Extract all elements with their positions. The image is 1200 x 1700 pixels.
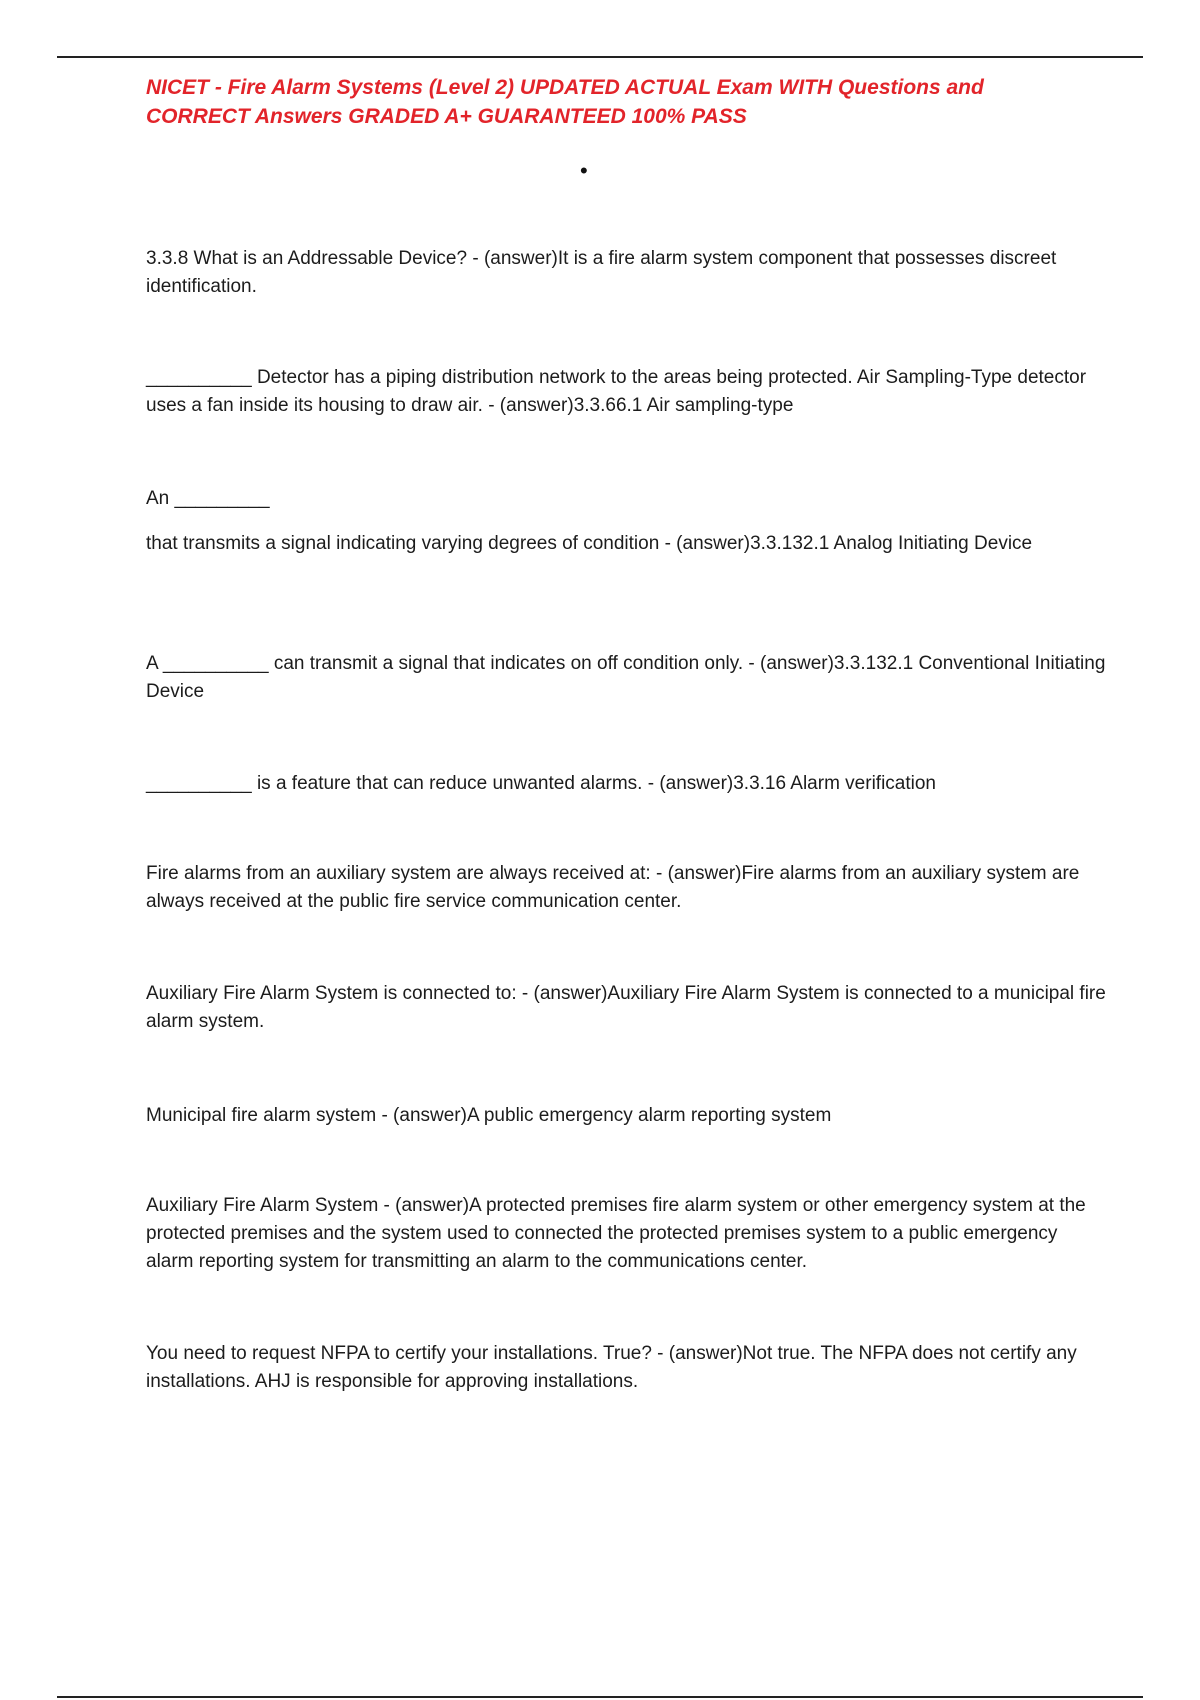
- qa-paragraph-municipal-system: Municipal fire alarm system - (answer)A public emergency alarm reporting system: [146, 1105, 832, 1126]
- qa-paragraph-alarm-verification: __________ is a feature that can reduce unwanted alarms. - (answer)3.3.16 Alarm verification: [146, 773, 937, 794]
- qa-paragraph-auxiliary-connected: Auxiliary Fire Alarm System is connected to: - (answer)Auxiliary Fire Alarm System is connected to a municipal fire alarm system.: [146, 983, 1106, 1032]
- qa-paragraph-addressable-device: 3.3.8 What is an Addressable Device? - (answer)It is a fire alarm system component that possesses discreet identification.: [146, 248, 1057, 297]
- document-title: NICET - Fire Alarm Systems (Level 2) UPDATED ACTUAL Exam WITH Questions and CORRECT Answers GRADED A+ GUARANTEED 100% PASS: [146, 76, 984, 128]
- qa-paragraph-auxiliary-definition: Auxiliary Fire Alarm System - (answer)A protected premises fire alarm system or other emergency system at the protected premises and the system used to connected the protected premises system to a public emergency alarm reporting system for transmitting an alarm to the communications center.: [146, 1195, 1086, 1272]
- bullet-mark: •: [580, 158, 588, 183]
- qa-paragraph-nfpa-certify: You need to request NFPA to certify your installations. True? - (answer)Not true. The NFPA does not certify any installations. AHJ is responsible for approving installations.: [146, 1343, 1077, 1392]
- qa-paragraph-analog-initiating: that transmits a signal indicating varying degrees of condition - (answer)3.3.132.1 Analog Initiating Device: [146, 533, 1033, 554]
- qa-paragraph-conventional-initiating: A __________ can transmit a signal that indicates on off condition only. - (answer)3.3.132.1 Conventional Initiating Device: [146, 653, 1106, 702]
- qa-paragraph-air-sampling: __________ Detector has a piping distribution network to the areas being protected. Air Sampling-Type detector uses a fan inside its housing to draw air. - (answer)3.3.66.1 Air sampling-type: [146, 367, 1087, 416]
- qa-paragraph-auxiliary-received: Fire alarms from an auxiliary system are always received at: - (answer)Fire alarms from an auxiliary system are always received at the public fire service communication center.: [146, 863, 1080, 912]
- bottom-rule: [57, 1696, 1143, 1698]
- qa-paragraph-an-blank: An _________: [146, 488, 270, 509]
- top-rule: [57, 56, 1143, 58]
